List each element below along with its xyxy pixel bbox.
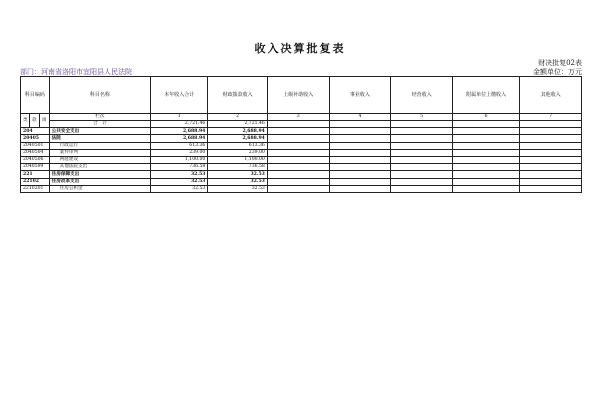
row-code: 2040501 [21, 142, 50, 149]
empty-cell [329, 178, 391, 185]
empty-cell [520, 142, 582, 149]
header-subject-code: 科目编码 [21, 77, 50, 114]
empty-cell [391, 178, 453, 185]
row-name: 两庭建设 [49, 156, 150, 163]
row-total: 32.53 [151, 171, 208, 178]
empty-cell [452, 156, 519, 163]
empty-cell [267, 178, 329, 185]
col-num-7: 7 [520, 114, 582, 121]
empty-cell [267, 171, 329, 178]
empty-cell [391, 121, 453, 128]
empty-cell [520, 185, 582, 192]
empty-cell [267, 156, 329, 163]
row-total: 1,100.00 [151, 156, 208, 163]
row-code: 2040506 [21, 156, 50, 163]
row-total: 32.53 [151, 178, 208, 185]
row-code: 221 [21, 171, 50, 178]
header-total: 本年收入合计 [151, 77, 208, 114]
empty-cell [520, 128, 582, 135]
row-code: 2040504 [21, 149, 50, 156]
code-part-xiang: 项 [39, 114, 49, 128]
row-name: 住房公积金 [49, 185, 150, 192]
empty-cell [267, 128, 329, 135]
row-total: 736.58 [151, 164, 208, 171]
empty-cell [267, 135, 329, 142]
total-value-1: 2,721.46 [151, 121, 208, 128]
col-num-2: 2 [208, 114, 268, 121]
col-num-5: 5 [391, 114, 453, 121]
empty-cell [329, 135, 391, 142]
empty-cell [520, 135, 582, 142]
row-fiscal: 1,100.00 [208, 156, 268, 163]
col-num-4: 4 [329, 114, 391, 121]
amount-unit-label: 金额单位：万元 [533, 68, 582, 76]
empty-cell [267, 142, 329, 149]
empty-cell [452, 128, 519, 135]
empty-cell [520, 156, 582, 163]
empty-cell [391, 185, 453, 192]
empty-cell [329, 142, 391, 149]
empty-cell [329, 121, 391, 128]
row-name: 住房保障支出 [49, 171, 150, 178]
row-fiscal: 2,688.94 [208, 135, 268, 142]
total-value-2: 2,721.46 [208, 121, 268, 128]
empty-cell [452, 135, 519, 142]
row-fiscal: 736.58 [208, 164, 268, 171]
empty-cell [329, 156, 391, 163]
table-row [21, 149, 582, 156]
empty-cell [329, 185, 391, 192]
empty-cell [391, 156, 453, 163]
row-fiscal: 239.00 [208, 149, 268, 156]
empty-cell [329, 164, 391, 171]
table-row [21, 128, 582, 135]
row-fiscal: 32.53 [208, 178, 268, 185]
empty-cell [391, 135, 453, 142]
header-affiliate: 附属单位上缴收入 [452, 77, 519, 114]
empty-cell [520, 164, 582, 171]
empty-cell [452, 164, 519, 171]
empty-cell [391, 164, 453, 171]
header-subject-name: 科目名称 [49, 77, 150, 114]
empty-cell [452, 171, 519, 178]
row-fiscal: 32.53 [208, 171, 268, 178]
table-row [21, 156, 582, 163]
header-career: 事业收入 [329, 77, 391, 114]
empty-cell [452, 142, 519, 149]
row-total: 2,688.94 [151, 135, 208, 142]
column-number-row [21, 114, 582, 121]
row-fiscal: 32.53 [208, 185, 268, 192]
total-row [21, 121, 582, 128]
empty-cell [329, 149, 391, 156]
empty-cell [520, 171, 582, 178]
empty-cell [452, 149, 519, 156]
empty-cell [391, 149, 453, 156]
col-num-3: 3 [267, 114, 329, 121]
row-fiscal: 613.36 [208, 142, 268, 149]
col-num-6: 6 [452, 114, 519, 121]
row-name: 公共安全支出 [49, 128, 150, 135]
table-row [21, 171, 582, 178]
row-code: 2210201 [21, 185, 50, 192]
table-header-row [21, 77, 582, 114]
table-row [21, 185, 582, 192]
empty-cell [452, 185, 519, 192]
empty-cell [329, 128, 391, 135]
col-num-1: 1 [151, 114, 208, 121]
row-code: 2040599 [21, 164, 50, 171]
empty-cell [391, 128, 453, 135]
row-code: 204 [21, 128, 50, 135]
code-part-lei: 类 [21, 114, 30, 128]
empty-cell [267, 185, 329, 192]
empty-cell [391, 142, 453, 149]
empty-cell [391, 171, 453, 178]
table-row [21, 135, 582, 142]
row-name: 住房改革支出 [49, 178, 150, 185]
code-part-kuan: 款 [29, 114, 39, 128]
row-total: 613.36 [151, 142, 208, 149]
row-total: 239.00 [151, 149, 208, 156]
empty-cell [267, 164, 329, 171]
row-total: 2,688.94 [151, 128, 208, 135]
header-business: 经营收入 [391, 77, 453, 114]
empty-cell [520, 121, 582, 128]
table-row [21, 164, 582, 171]
empty-cell [452, 178, 519, 185]
page-title: 收入决算批复表 [254, 42, 346, 55]
row-code: 20405 [21, 135, 50, 142]
income-table [20, 76, 582, 193]
table-row [21, 178, 582, 185]
table-row [21, 142, 582, 149]
row-total: 32.53 [151, 185, 208, 192]
empty-cell [520, 178, 582, 185]
empty-cell [452, 121, 519, 128]
row-name: 法院 [49, 135, 150, 142]
row-name: 案件审判 [49, 149, 150, 156]
column-label: 栏次 [49, 114, 150, 121]
header-upper: 上级补助收入 [267, 77, 329, 114]
total-label: 合 计 [49, 121, 150, 128]
form-number: 财决批复02表 [538, 59, 582, 67]
header-fiscal: 财政拨款收入 [208, 77, 268, 114]
row-name: 行政运行 [49, 142, 150, 149]
empty-cell [267, 149, 329, 156]
row-code: 22102 [21, 178, 50, 185]
empty-cell [267, 121, 329, 128]
header-other: 其他收入 [520, 77, 582, 114]
empty-cell [520, 149, 582, 156]
row-name: 其他法院支出 [49, 164, 150, 171]
department-label: 部门：河南省洛阳市宜阳县人民法院 [20, 68, 132, 76]
row-fiscal: 2,688.94 [208, 128, 268, 135]
empty-cell [329, 171, 391, 178]
